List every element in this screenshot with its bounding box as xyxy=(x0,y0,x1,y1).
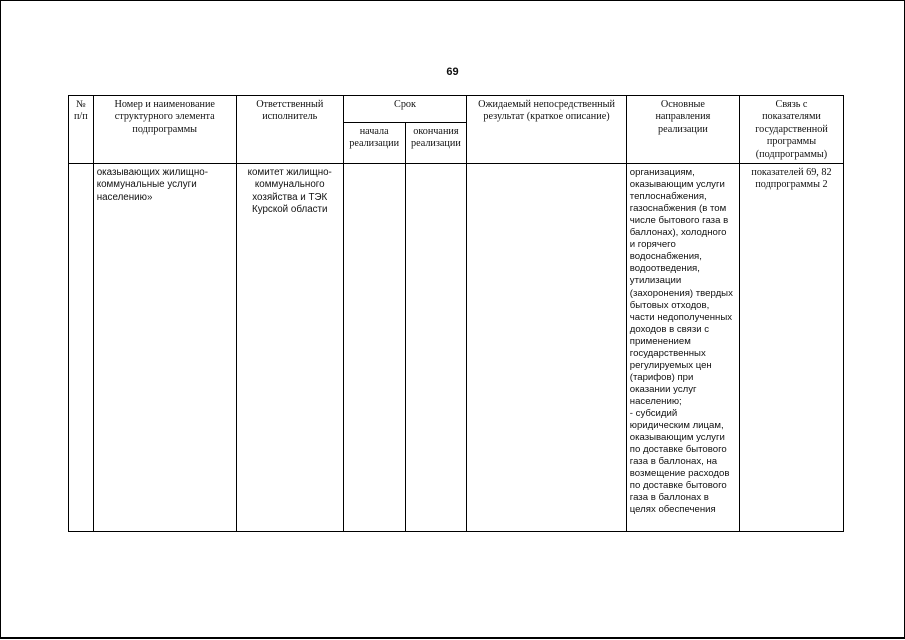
table-row xyxy=(69,164,844,532)
program-table xyxy=(68,95,844,532)
header-row xyxy=(69,96,844,123)
header-term-end: окончания реализации xyxy=(405,122,467,163)
header-term-start: начала реализации xyxy=(343,122,405,163)
cell-link: показателей 69, 82 подпрограммы 2 xyxy=(739,164,843,532)
header-result: Ожидаемый непосредственный результат (краткое описание) xyxy=(467,96,627,164)
cell-term-end xyxy=(405,164,467,532)
cell-result xyxy=(467,164,627,532)
page-bottom-edge xyxy=(0,637,905,639)
cell-responsible: комитет жилищно- коммунального хозяйства и ТЭК Курской области xyxy=(247,167,332,216)
header-num: № п/п xyxy=(69,96,94,164)
header-directions: Основные направления реализации xyxy=(626,96,739,164)
cell-term-start xyxy=(343,164,405,532)
header-term: Срок xyxy=(343,96,467,123)
header-responsible: Ответственный исполнитель xyxy=(236,96,343,164)
header-link: Связь с показателями государственной программы (подпрограммы) xyxy=(739,96,843,164)
page-number: 69 xyxy=(446,66,459,78)
cell-directions: организациям, оказывающим услуги теплоснабжения, газоснабжения (в том числе бытового газа в баллонах), холодного и горячего водоснабжения, водоотведения, утилизации (захоронения) твердых бытовых отходов, части недополученных доходов в связи с применением государственных регулируемых цен (тарифов) при оказании услуг населению; - субсидий юридическим лицам, оказывающим услуги по доставке бытового газа в баллонах, на возмещение расходов по доставке бытового газа в баллонах в целях обеспечения xyxy=(629,167,733,516)
header-name: Номер и наименование структурного элемента подпрограммы xyxy=(93,96,236,164)
cell-num xyxy=(69,164,94,532)
cell-name: оказывающих жилищно- коммунальные услуги населению» xyxy=(96,167,208,203)
